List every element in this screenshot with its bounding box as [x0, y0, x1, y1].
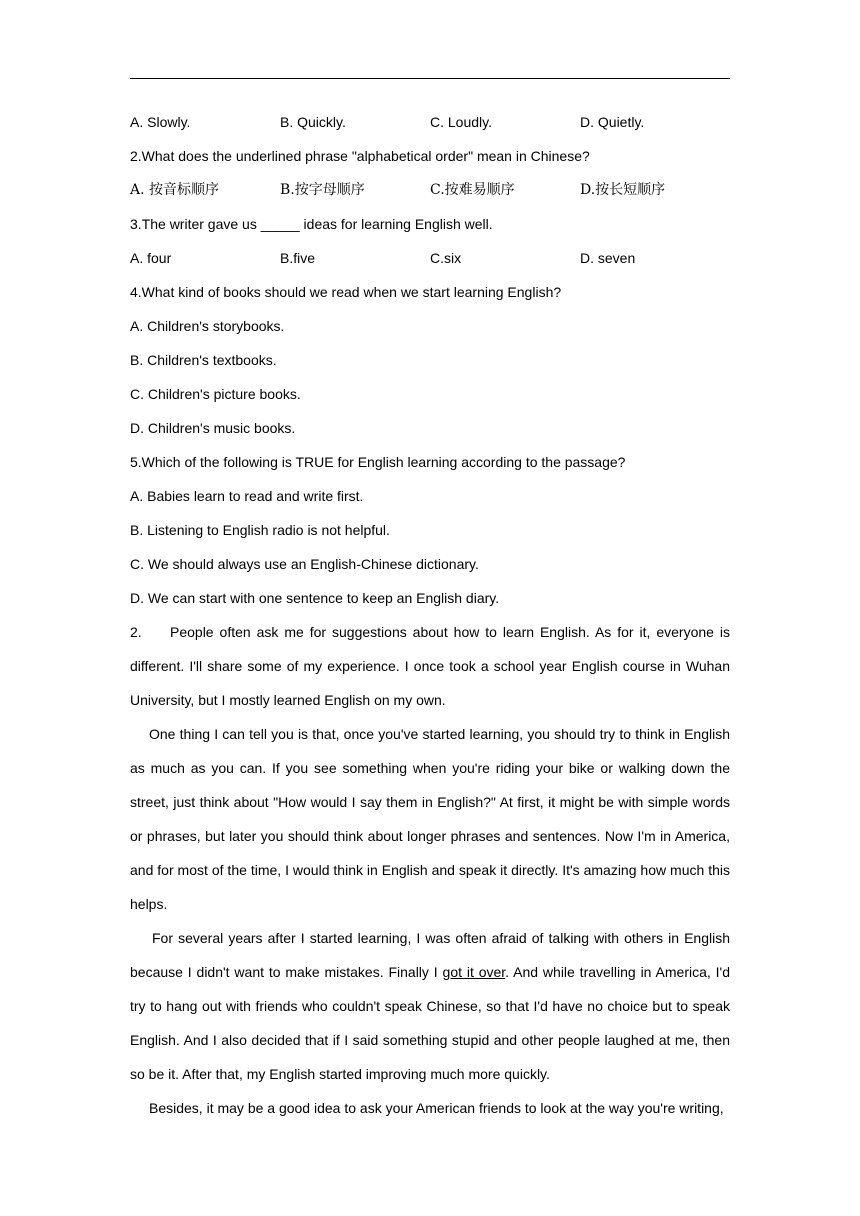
passage-2-paragraph-3	[130, 921, 730, 1091]
q1-option-b[interactable]: B. Quickly.	[280, 114, 346, 130]
q4-option-c[interactable]: C. Children's picture books.	[130, 386, 301, 402]
q3-option-b[interactable]: B.five	[280, 250, 316, 266]
q3-option-a[interactable]: A. four	[130, 250, 172, 266]
q2-option-a[interactable]: A. 按音标顺序	[130, 182, 220, 198]
q1-option-c[interactable]: C. Loudly.	[430, 114, 492, 130]
q3-option-d[interactable]: D. seven	[580, 250, 636, 266]
q5-question: 5.Which of the following is TRUE for English learning according to the passage?	[130, 454, 626, 470]
q2-option-b[interactable]: B.按字母顺序	[280, 182, 365, 198]
q1-options	[130, 105, 730, 139]
q3-question: 3.The writer gave us _____ ideas for learning English well.	[130, 216, 493, 232]
paragraph-3-after: . And while travelling in America, I'd try to hang out with friends who couldn't speak Chinese, so that I'd have no choice but to speak English. And I also decided that if I said something stupid and other people laughed at me, then so be it. After that, my English started improving much more quickly.	[130, 964, 730, 1082]
q4-option-a[interactable]: A. Children's storybooks.	[130, 318, 285, 334]
q4-question: 4.What kind of books should we read when we start learning English?	[130, 284, 562, 300]
q4-option-d[interactable]: D. Children's music books.	[130, 420, 296, 436]
q5-option-a[interactable]: A. Babies learn to read and write first.	[130, 488, 364, 504]
q3-options	[130, 241, 730, 275]
paragraph-3-before: For several years after I started learning, I was often afraid of talking with others in English because I didn't want to make mistakes. Finally I	[130, 930, 730, 980]
q2-option-d[interactable]: D.按长短顺序	[580, 182, 666, 198]
q4-option-b[interactable]: B. Children's textbooks.	[130, 352, 277, 368]
document-content	[130, 105, 730, 1125]
q2-options	[130, 173, 730, 207]
passage-2	[130, 615, 730, 1125]
q3-option-c[interactable]: C.six	[430, 250, 462, 266]
underlined-phrase: got it over	[442, 964, 506, 980]
header-rule	[130, 78, 730, 79]
q5-option-c[interactable]: C. We should always use an English-Chinese dictionary.	[130, 556, 479, 572]
q1-option-a[interactable]: A. Slowly.	[130, 114, 191, 130]
q5-option-b[interactable]: B. Listening to English radio is not helpful.	[130, 522, 390, 538]
q2-question: 2.What does the underlined phrase "alphabetical order" mean in Chinese?	[130, 148, 590, 164]
passage-2-paragraph-2: One thing I can tell you is that, once you've started learning, you should try to think in English as much as you can. If you see something when you're riding your bike or walking down the street, just think about "How would I say them in English?" At first, it might be with simple words or phrases, but later you should think about longer phrases and sentences. Now I'm in America, and for most of the time, I would think in English and speak it directly. It's amazing how much this helps.	[130, 726, 730, 912]
paragraph-1-text: People often ask me for suggestions about how to learn English. As for it, everyone is different. I'll share some of my experience. I once took a school year English course in Wuhan University, but I mostly learned English on my own.	[130, 624, 730, 708]
q5-option-d[interactable]: D. We can start with one sentence to keep an English diary.	[130, 590, 500, 606]
passage-2-paragraph-4: Besides, it may be a good idea to ask your American friends to look at the way you're writing,	[149, 1100, 724, 1116]
passage-number: 2.	[130, 624, 142, 640]
q2-option-c[interactable]: C.按难易顺序	[430, 182, 515, 198]
q1-option-d[interactable]: D. Quietly.	[580, 114, 645, 130]
passage-2-paragraph-1	[130, 615, 730, 717]
